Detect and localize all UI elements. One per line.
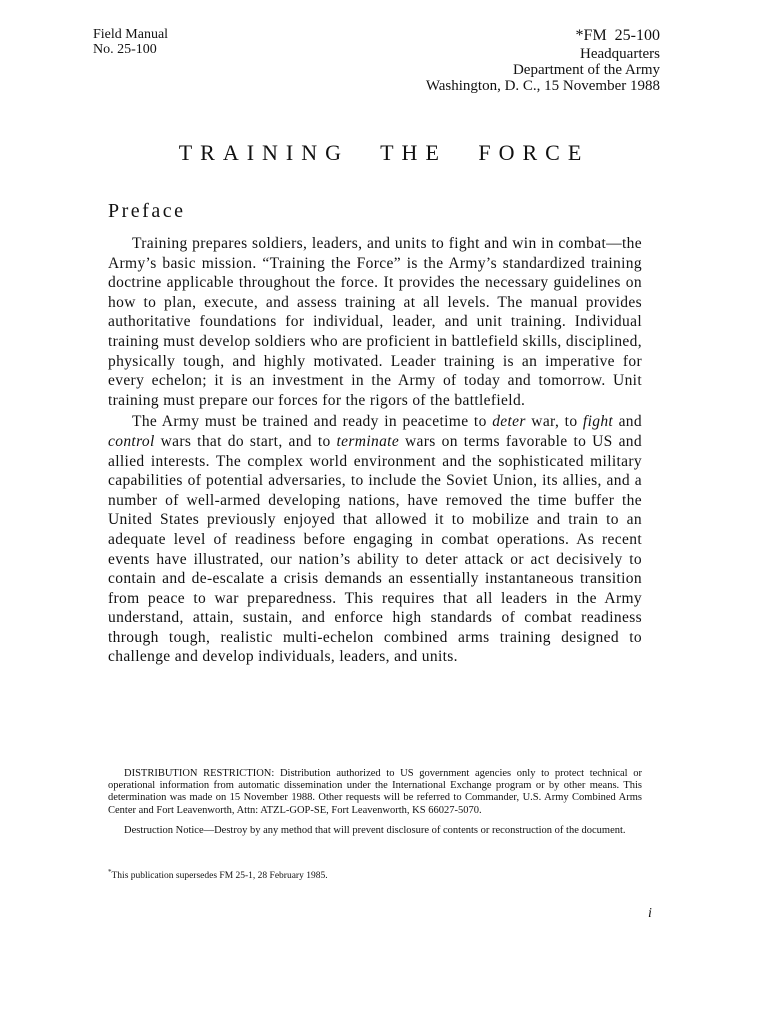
headquarters-label: Headquarters [580,46,660,62]
footnote [108,868,328,881]
footnote-mark: * [108,868,112,876]
department-label: Department of the Army [512,62,660,78]
section-heading: Preface [108,200,186,222]
fm-code: *FM 25-100 [575,27,660,44]
manual-identifier [93,27,168,57]
footnote-text: This publication supersedes FM 25-1, 28 February 1985. [111,871,328,882]
document-title: TRAINING THE FORCE [178,140,590,165]
notices [108,768,642,845]
field-manual-label: Field Manual [93,27,169,42]
issuing-authority [426,28,660,94]
manual-number: No. 25-100 [93,42,157,57]
distribution-restriction: DISTRIBUTION RESTRICTION: Distribution authorized to US government agencies only to protect technical or operational information from automatic dissemination under the International Exchange program or by other means. This determination was made on 15 November 1988. Other requests will be referred to Commander, U.S. Army Combined Arms Center and Fort Leavenworth, Attn: ATZL-GOP-SE, Fort Leavenworth, KS 66027-5070. [108,768,642,816]
page-number: i [648,906,652,921]
paragraph-1: Training prepares soldiers, leaders, and units to fight and win in combat—the Army’s basic mission. “Training the Force” is the Army’s standardized training doctrine applicable throughout the force. It provides the necessary guidelines on how to plan, execute, and assess training at all levels. The manual provides authoritative foundations for individual, leader, and unit training. Individual training must develop soldiers who are proficient in battlefield skills, disciplined, physically tough, and highly motivated. Leader training is an imperative for every echelon; it is an investment in the Army of today and tomorrow. Unit training must prepare our forces for the rigors of the battlefield. [108,235,642,409]
preface-body [108,234,642,669]
paragraph-2: The Army must be trained and ready in peacetime to deter war, to fight and control wars that do start, and to terminate wars on terms favorable to US and allied interests. The complex world environment and the sophisticated military capabilities of potential adversaries, to include the Soviet Union, its allies, and a number of well-armed developing nations, have removed the time buffer the United States previously enjoyed that allowed it to mobilize and train to an adequate level of readiness before engaging in combat operations. As recent events have illustrated, our nation’s ability to deter attack or act decisively to contain and de-escalate a crisis demands an essentially instantaneous transition from peace to war preparedness. This requires that all leaders in the Army understand, attain, sustain, and enforce high standards of combat readiness through tough, realistic multi-echelon combined arms training designed to challenge and develop individuals, leaders, and units. [108,413,643,666]
location-date: Washington, D. C., 15 November 1988 [425,78,660,94]
destruction-notice: Destruction Notice—Destroy by any method that will prevent disclosure of contents or reconstruction of the document. [124,824,626,836]
